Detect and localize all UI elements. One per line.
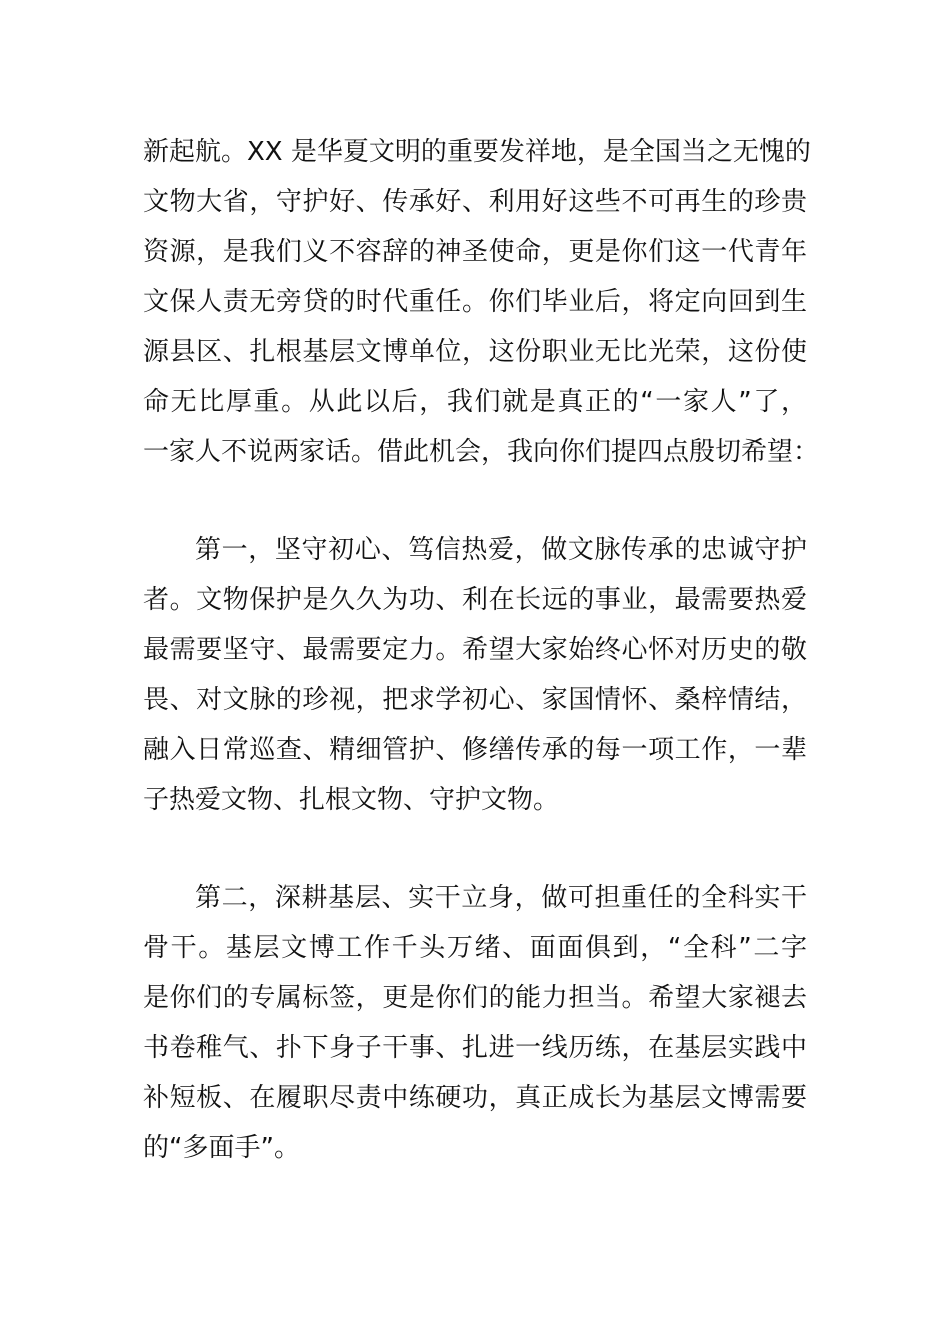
text-line: 新起航。XX 是华夏文明的重要发祥地，是全国当之无愧的 [143, 137, 811, 167]
paragraph-intro [143, 127, 820, 477]
text-line: 融入日常巡查、精细管护、修缮传承的每一项工作，一辈 [143, 735, 807, 765]
text-line: 文物大省，守护好、传承好、利用好这些不可再生的珍贵 [143, 187, 807, 217]
text-line: 者。文物保护是久久为功、利在长远的事业，最需要热爱 [143, 585, 807, 615]
text-line: 书卷稚气、扑下身子干事、扎进一线历练，在基层实践中 [143, 1033, 807, 1063]
text-line: 子热爱文物、扎根文物、守护文物。 [143, 785, 560, 815]
paragraph-first-hope [143, 525, 807, 825]
text-line: 骨干。基层文博工作千头万绪、面面俱到，“全科”二字 [143, 933, 807, 963]
text-line: 畏、对文脉的珍视，把求学初心、家国情怀、桑梓情结， [143, 685, 807, 715]
text-line: 是你们的专属标签，更是你们的能力担当。希望大家褪去 [143, 983, 807, 1013]
text-line: 补短板、在履职尽责中练硬功，真正成长为基层文博需要 [143, 1083, 807, 1113]
text-line: 一家人不说两家话。借此机会，我向你们提四点殷切希望： [143, 437, 820, 467]
text-line: 最需要坚守、最需要定力。希望大家始终心怀对历史的敬 [143, 635, 807, 665]
text-line: 第一，坚守初心、笃信热爱，做文脉传承的忠诚守护 [195, 535, 807, 565]
text-line: 的“多面手”。 [143, 1133, 300, 1163]
paragraph-second-hope [143, 873, 807, 1173]
text-line: 命无比厚重。从此以后，我们就是真正的“一家人”了， [143, 387, 807, 417]
text-line: 资源，是我们义不容辞的神圣使命，更是你们这一代青年 [143, 237, 807, 267]
text-line: 文保人责无旁贷的时代重任。你们毕业后，将定向回到生 [143, 287, 807, 317]
text-line: 源县区、扎根基层文博单位，这份职业无比光荣，这份使 [143, 337, 807, 367]
text-line: 第二，深耕基层、实干立身，做可担重任的全科实干 [195, 883, 807, 913]
